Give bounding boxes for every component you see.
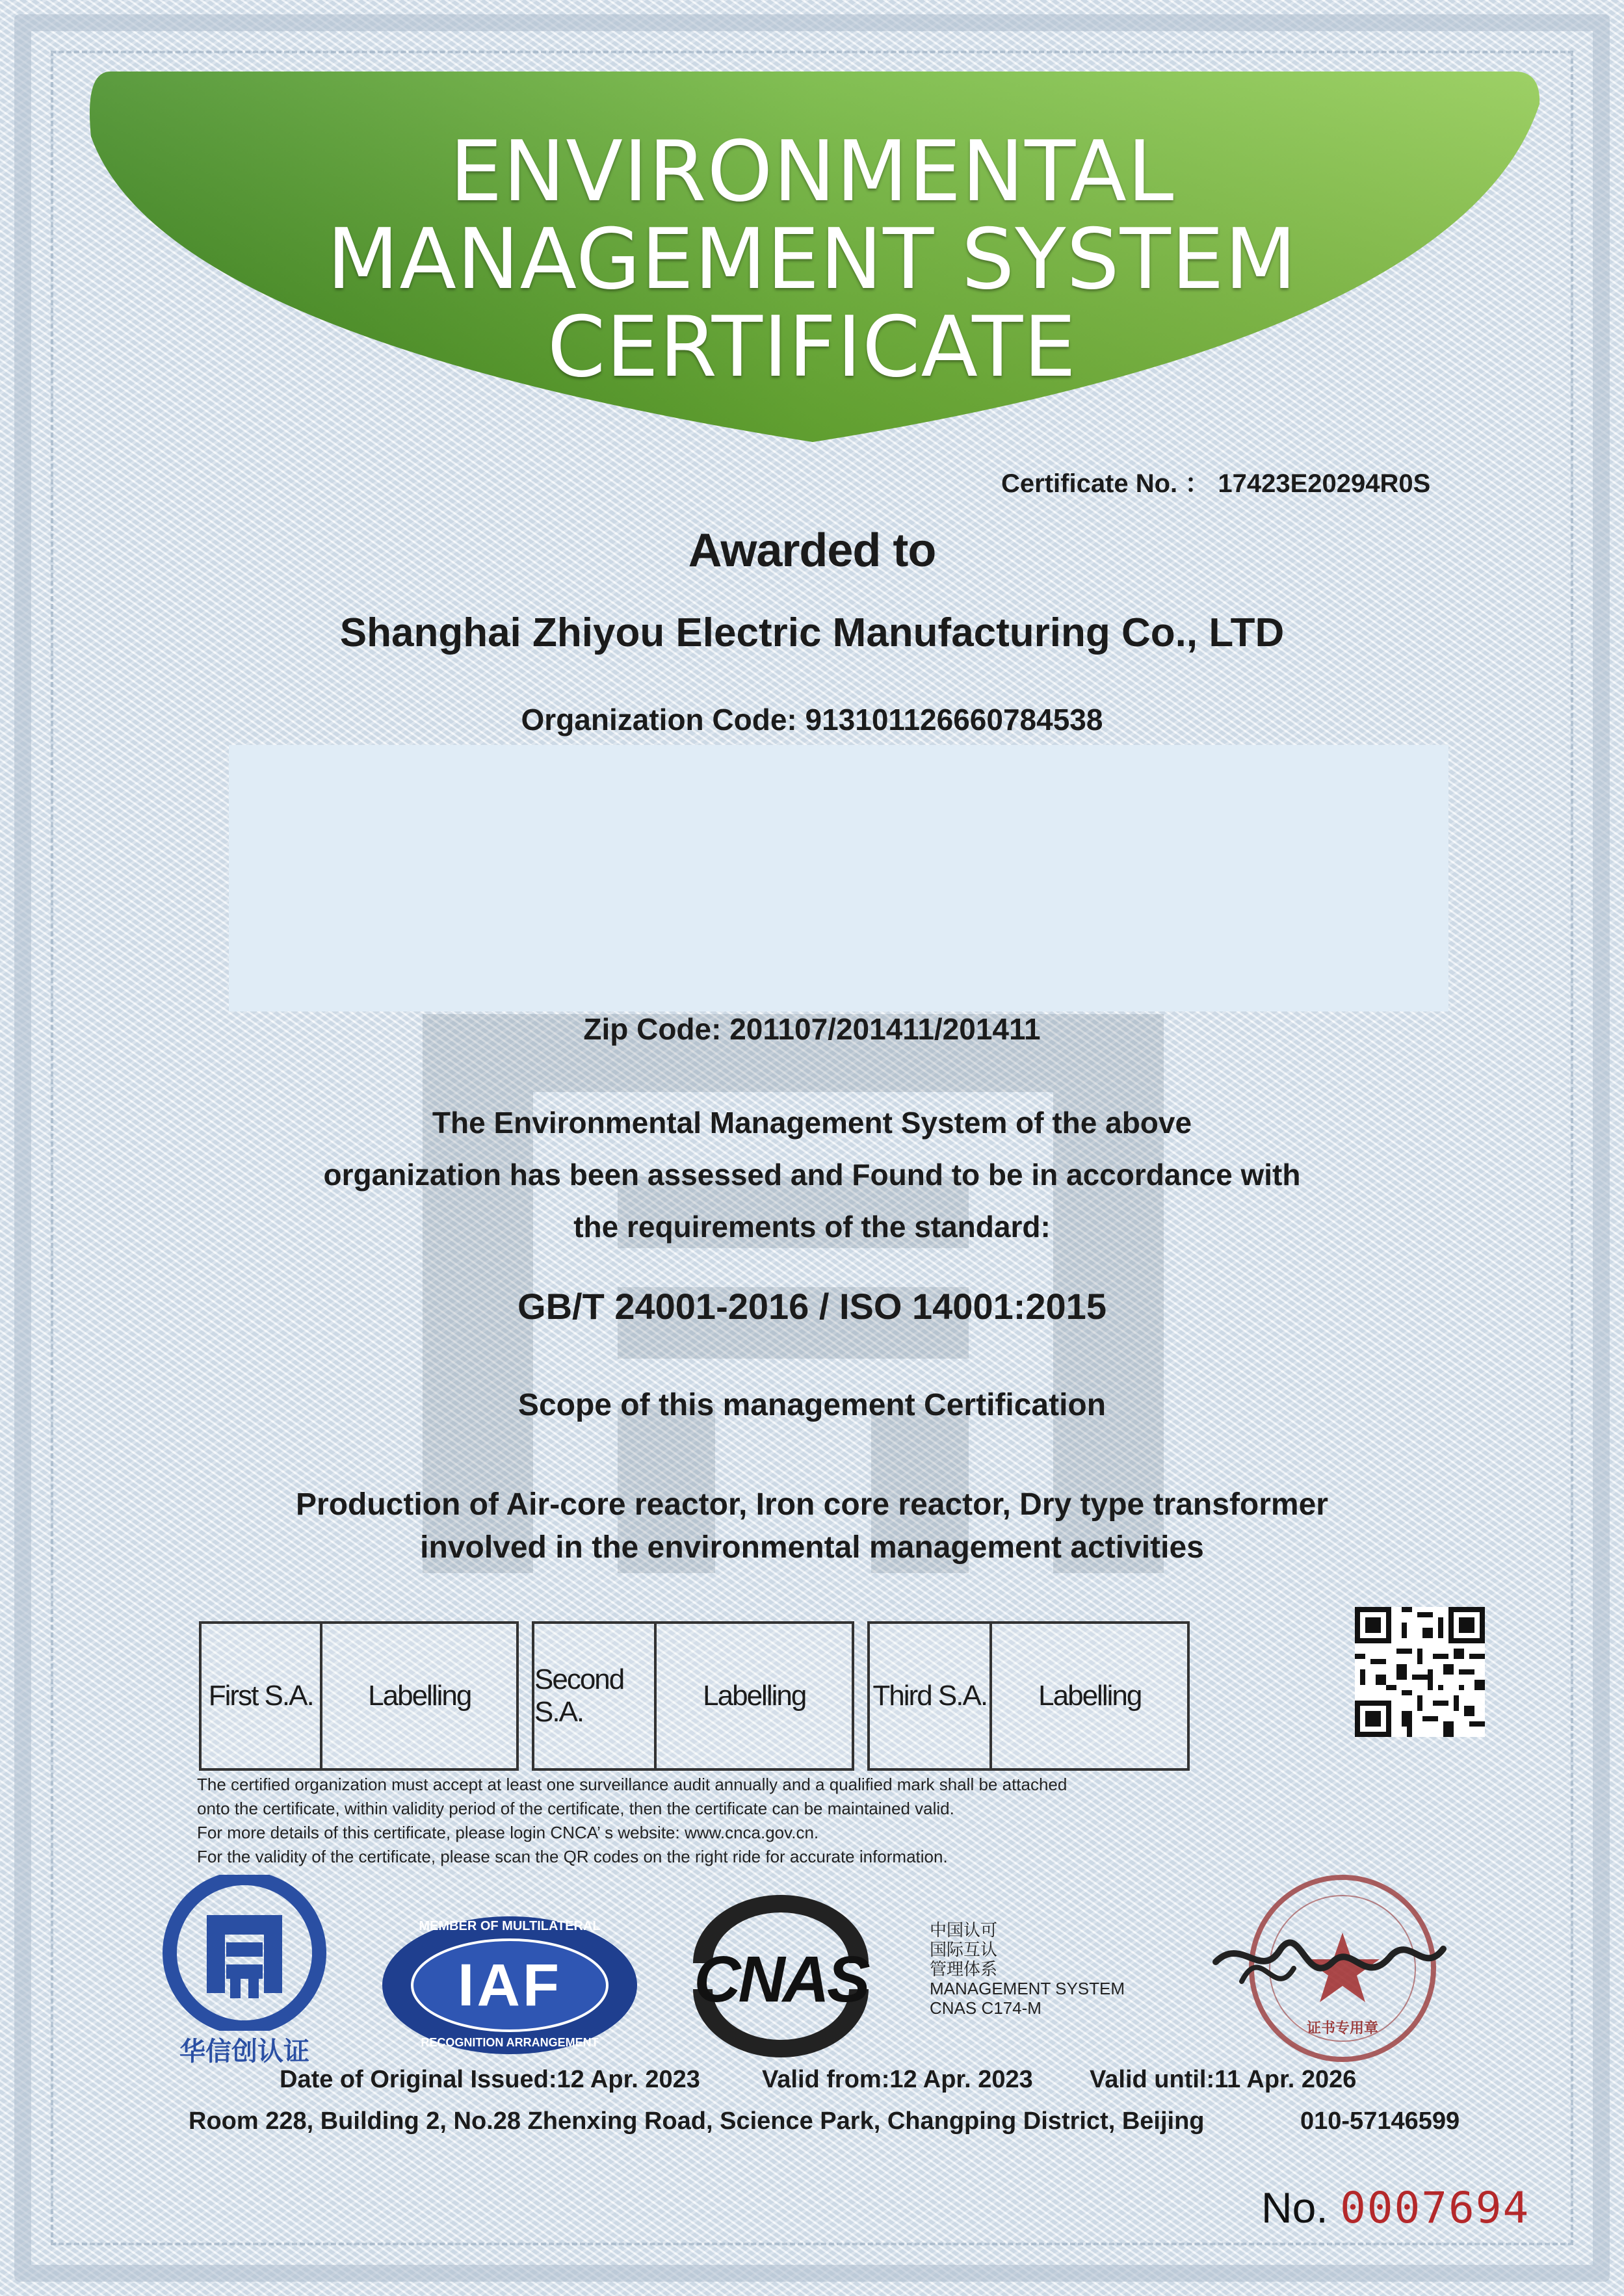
seal-text: 证书专用章 — [1306, 2020, 1378, 2036]
scope-line-1: Production of Air-core reactor, Iron core reactor, Dry type transformer — [296, 1487, 1328, 1522]
iaf-logo — [380, 1914, 640, 2057]
statement-line-1: The Environmental Management System of the above — [432, 1106, 1192, 1140]
surveillance-label: First S.A. — [202, 1624, 322, 1768]
awarded-to-heading: Awarded to — [688, 525, 936, 577]
cnas-logo-text: CNAS — [694, 1943, 868, 2016]
cnas-cn-line-3: 管理体系 — [930, 1959, 998, 1979]
fine-print-line-1: The certified organization must accept at least one surveillance audit annually and a qualified mark shall be attached — [197, 1775, 1067, 1794]
valid-from: Valid from:12 Apr. 2023 — [762, 2066, 1033, 2093]
issuer-address: Room 228, Building 2, No.28 Zhenxing Road, Science Park, Changping District, Beijing — [189, 2107, 1205, 2135]
cnas-cn-line-1: 中国认可 — [930, 1920, 998, 1940]
statement-line-3: the requirements of the standard: — [573, 1210, 1051, 1244]
iaf-logo-text: IAF — [457, 1952, 562, 2018]
organization-code: Organization Code: 913101126660784538 — [521, 703, 1103, 737]
seal-emblem — [1203, 1864, 1463, 2072]
labelling-slot: Labelling — [703, 1680, 806, 1712]
scope-line-2: involved in the environmental management activities — [420, 1530, 1204, 1565]
surveillance-label: Third S.A. — [870, 1624, 992, 1768]
zip-code: Zip Code: 201107/201411/201411 — [583, 1012, 1041, 1046]
serial-number — [1261, 2183, 1530, 2233]
date-original-issued: Date of Original Issued:12 Apr. 2023 — [280, 2066, 700, 2093]
cnas-description — [930, 1920, 1125, 2018]
cnas-logo — [674, 1892, 888, 2061]
standard-reference: GB/T 24001-2016 / ISO 14001:2015 — [517, 1286, 1107, 1327]
valid-until: Valid until:11 Apr. 2026 — [1090, 2066, 1357, 2093]
title-line-3: CERTIFICATE — [547, 299, 1077, 396]
issuer-phone: 010-57146599 — [1300, 2107, 1460, 2135]
statement-line-2: organization has been assessed and Found to be in accordance with — [323, 1158, 1301, 1192]
certificate-number: Certificate No. ： 17423E20294R0S — [1001, 469, 1431, 498]
labelling-slot: Labelling — [1038, 1680, 1142, 1712]
redacted-address-block — [229, 745, 1448, 1011]
fine-print-line-4: For the validity of the certificate, please scan the QR codes on the right ride for accurate information. — [197, 1847, 948, 1866]
fine-print-line-3: For more details of this certificate, please login CNCA’ s website: www.cnca.gov.cn. — [197, 1823, 819, 1842]
serial-prefix: No. — [1261, 2184, 1328, 2232]
certification-seal — [1203, 1864, 1463, 2072]
fine-print-line-2: onto the certificate, within validity period of the certificate, then the certificate can be maintained valid. — [197, 1799, 954, 1818]
surveillance-box-3 — [867, 1621, 1190, 1771]
surveillance-box-2 — [532, 1621, 854, 1771]
surveillance-box-1 — [199, 1621, 519, 1771]
title-line-2: MANAGEMENT SYSTEM — [326, 211, 1298, 308]
iaf-ring-bottom-text: RECOGNITION ARRANGEMENT — [421, 2036, 599, 2049]
scope-heading: Scope of this management Certification — [517, 1388, 1107, 1422]
labelling-slot: Labelling — [368, 1680, 471, 1712]
cnas-en-line-2: CNAS C174-M — [930, 1998, 1041, 2018]
serial-digits: 0007694 — [1340, 2183, 1530, 2233]
iaf-ring-top-text: MEMBER OF MULTILATERAL — [419, 1919, 601, 1933]
company-name: Shanghai Zhiyou Electric Manufacturing Co., LTD — [339, 610, 1285, 655]
huaxin-emblem — [153, 1875, 335, 2031]
title-line-1: ENVIRONMENTAL — [449, 124, 1175, 220]
huaxin-logo — [153, 1875, 335, 2070]
cnas-cn-line-2: 国际互认 — [930, 1940, 998, 1959]
huaxin-logo-text: 华信创认证 — [179, 2037, 309, 2066]
cnas-en-line-1: MANAGEMENT SYSTEM — [930, 1979, 1125, 1998]
surveillance-label: Second S.A. — [534, 1624, 657, 1768]
qr-code[interactable] — [1355, 1607, 1485, 1737]
